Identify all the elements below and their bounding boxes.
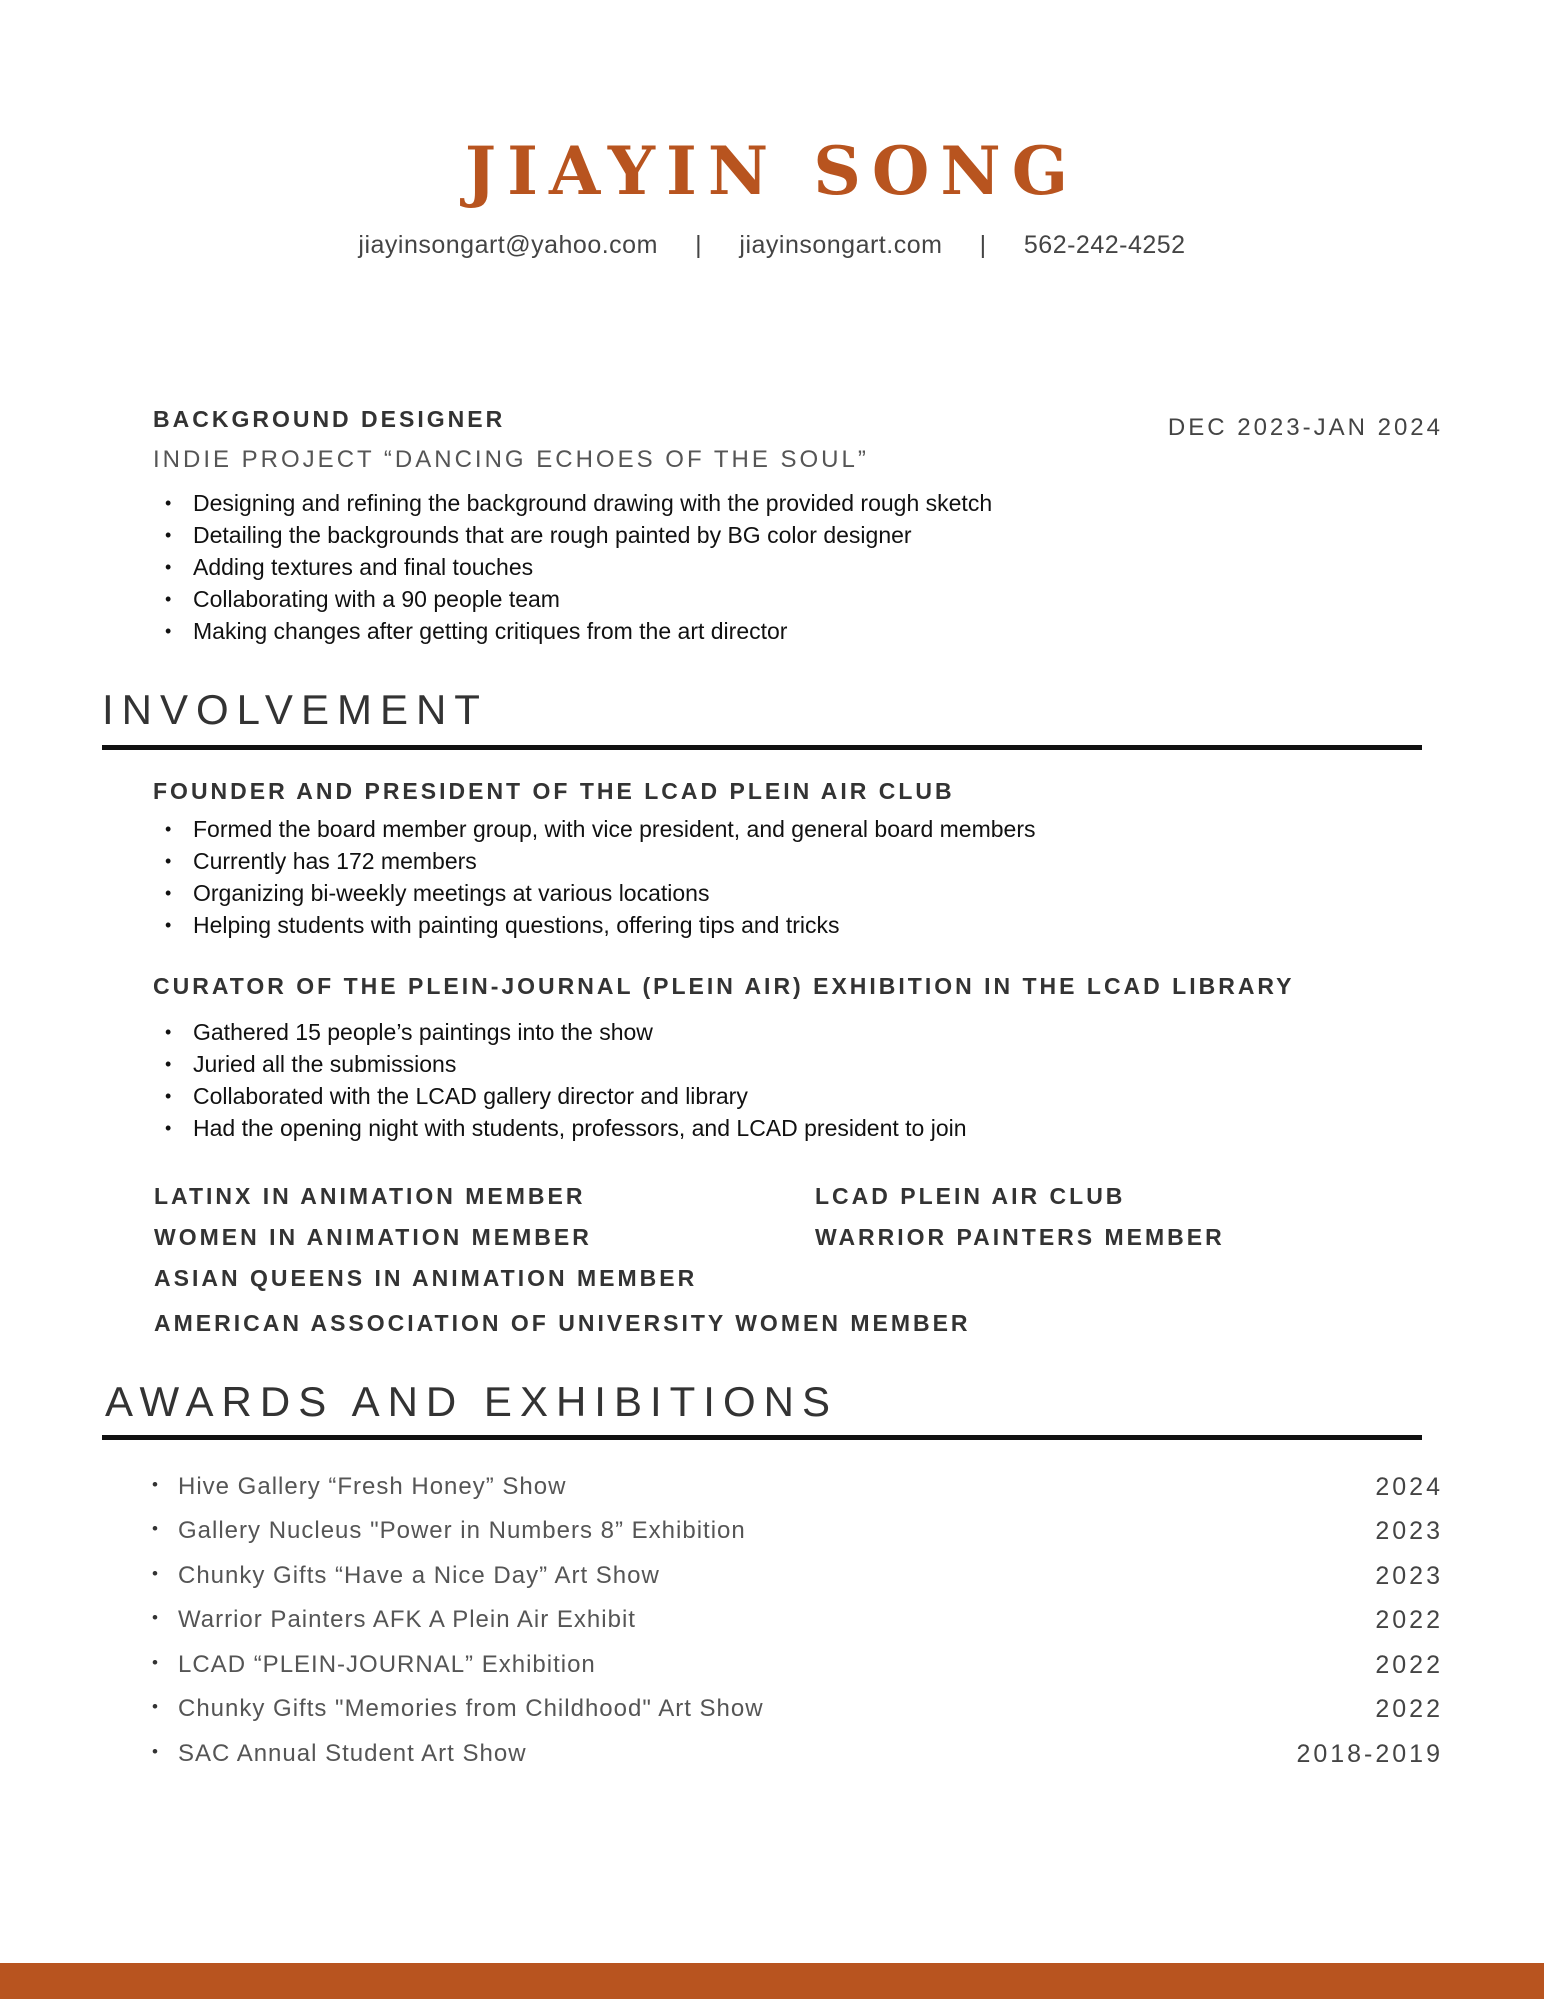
role-title: FOUNDER AND PRESIDENT OF THE LCAD PLEIN AIR CLUB [153, 778, 955, 804]
awards-heading: AWARDS AND EXHIBITIONS [105, 1378, 838, 1425]
role-title: CURATOR OF THE PLEIN-JOURNAL (PLEIN AIR) EXHIBITION IN THE LCAD LIBRARY [153, 973, 1295, 999]
email-link[interactable]: jiayinsongart@yahoo.com [358, 231, 658, 259]
list-item [152, 1473, 1443, 1517]
award-year: 2023 [1375, 1517, 1443, 1545]
involvement-heading: INVOLVEMENT [102, 686, 488, 733]
award-name: • SAC Annual Student Art Show [152, 1740, 527, 1768]
job-date: DEC 2023-JAN 2024 [1167, 414, 1443, 441]
list-item [152, 1562, 1443, 1606]
list-item [152, 1740, 1443, 1784]
list-item [152, 1517, 1443, 1561]
list-item: • Organizing bi-weekly meetings at various locations [153, 877, 1036, 909]
award-year: 2018-2019 [1296, 1740, 1443, 1768]
list-item: • Formed the board member group, with vice president, and general board members [153, 813, 1036, 845]
membership-item: WOMEN IN ANIMATION MEMBER [154, 1224, 592, 1250]
job-project: INDIE PROJECT “DANCING ECHOES OF THE SOUL” [153, 446, 869, 473]
contact-separator: | [979, 231, 987, 259]
membership-item: WARRIOR PAINTERS MEMBER [815, 1224, 1225, 1250]
award-name: • Chunky Gifts "Memories from Childhood" Art Show [152, 1695, 764, 1723]
list-item [152, 1606, 1443, 1650]
award-year: 2023 [1375, 1562, 1443, 1590]
section-divider [102, 745, 1422, 750]
footer-accent-bar [0, 1963, 1544, 1999]
membership-item: AMERICAN ASSOCIATION OF UNIVERSITY WOMEN MEMBER [154, 1310, 971, 1336]
list-item: • Collaborated with the LCAD gallery director and library [153, 1080, 967, 1112]
list-item [152, 1695, 1443, 1739]
list-item: • Had the opening night with students, professors, and LCAD president to join [153, 1112, 967, 1144]
award-year: 2022 [1375, 1651, 1443, 1679]
award-year: 2022 [1375, 1606, 1443, 1634]
list-item: • Collaborating with a 90 people team [153, 583, 992, 615]
list-item: • Helping students with painting questions, offering tips and tricks [153, 909, 1036, 941]
contact-separator: | [695, 231, 703, 259]
membership-item: ASIAN QUEENS IN ANIMATION MEMBER [154, 1265, 698, 1291]
job-title: BACKGROUND DESIGNER [153, 406, 506, 432]
membership-item: LCAD PLEIN AIR CLUB [815, 1183, 1126, 1209]
award-year: 2022 [1375, 1695, 1443, 1723]
list-item: • Detailing the backgrounds that are rough painted by BG color designer [153, 519, 992, 551]
list-item [152, 1651, 1443, 1695]
website-link[interactable]: jiayinsongart.com [739, 231, 943, 259]
role-bullets [153, 1016, 967, 1144]
phone-number: 562-242-4252 [1023, 231, 1186, 259]
list-item: • Juried all the submissions [153, 1048, 967, 1080]
list-item: • Designing and refining the background drawing with the provided rough sketch [153, 487, 992, 519]
contact-line [0, 231, 1544, 260]
membership-item: LATINX IN ANIMATION MEMBER [154, 1183, 586, 1209]
list-item: • Making changes after getting critiques from the art director [153, 615, 992, 647]
list-item: • Currently has 172 members [153, 845, 1036, 877]
section-divider [102, 1435, 1422, 1440]
award-name: • Hive Gallery “Fresh Honey” Show [152, 1473, 566, 1501]
award-name: • Chunky Gifts “Have a Nice Day” Art Show [152, 1562, 660, 1590]
list-item: • Gathered 15 people’s paintings into the show [153, 1016, 967, 1048]
award-name: • LCAD “PLEIN-JOURNAL” Exhibition [152, 1651, 596, 1679]
award-name: • Warrior Painters AFK A Plein Air Exhibit [152, 1606, 636, 1634]
award-name: • Gallery Nucleus "Power in Numbers 8” Exhibition [152, 1517, 746, 1545]
job-bullets [153, 487, 992, 647]
list-item: • Adding textures and final touches [153, 551, 992, 583]
award-year: 2024 [1375, 1473, 1443, 1501]
role-bullets [153, 813, 1036, 941]
resume-name: JIAYIN SONG [464, 132, 1080, 210]
